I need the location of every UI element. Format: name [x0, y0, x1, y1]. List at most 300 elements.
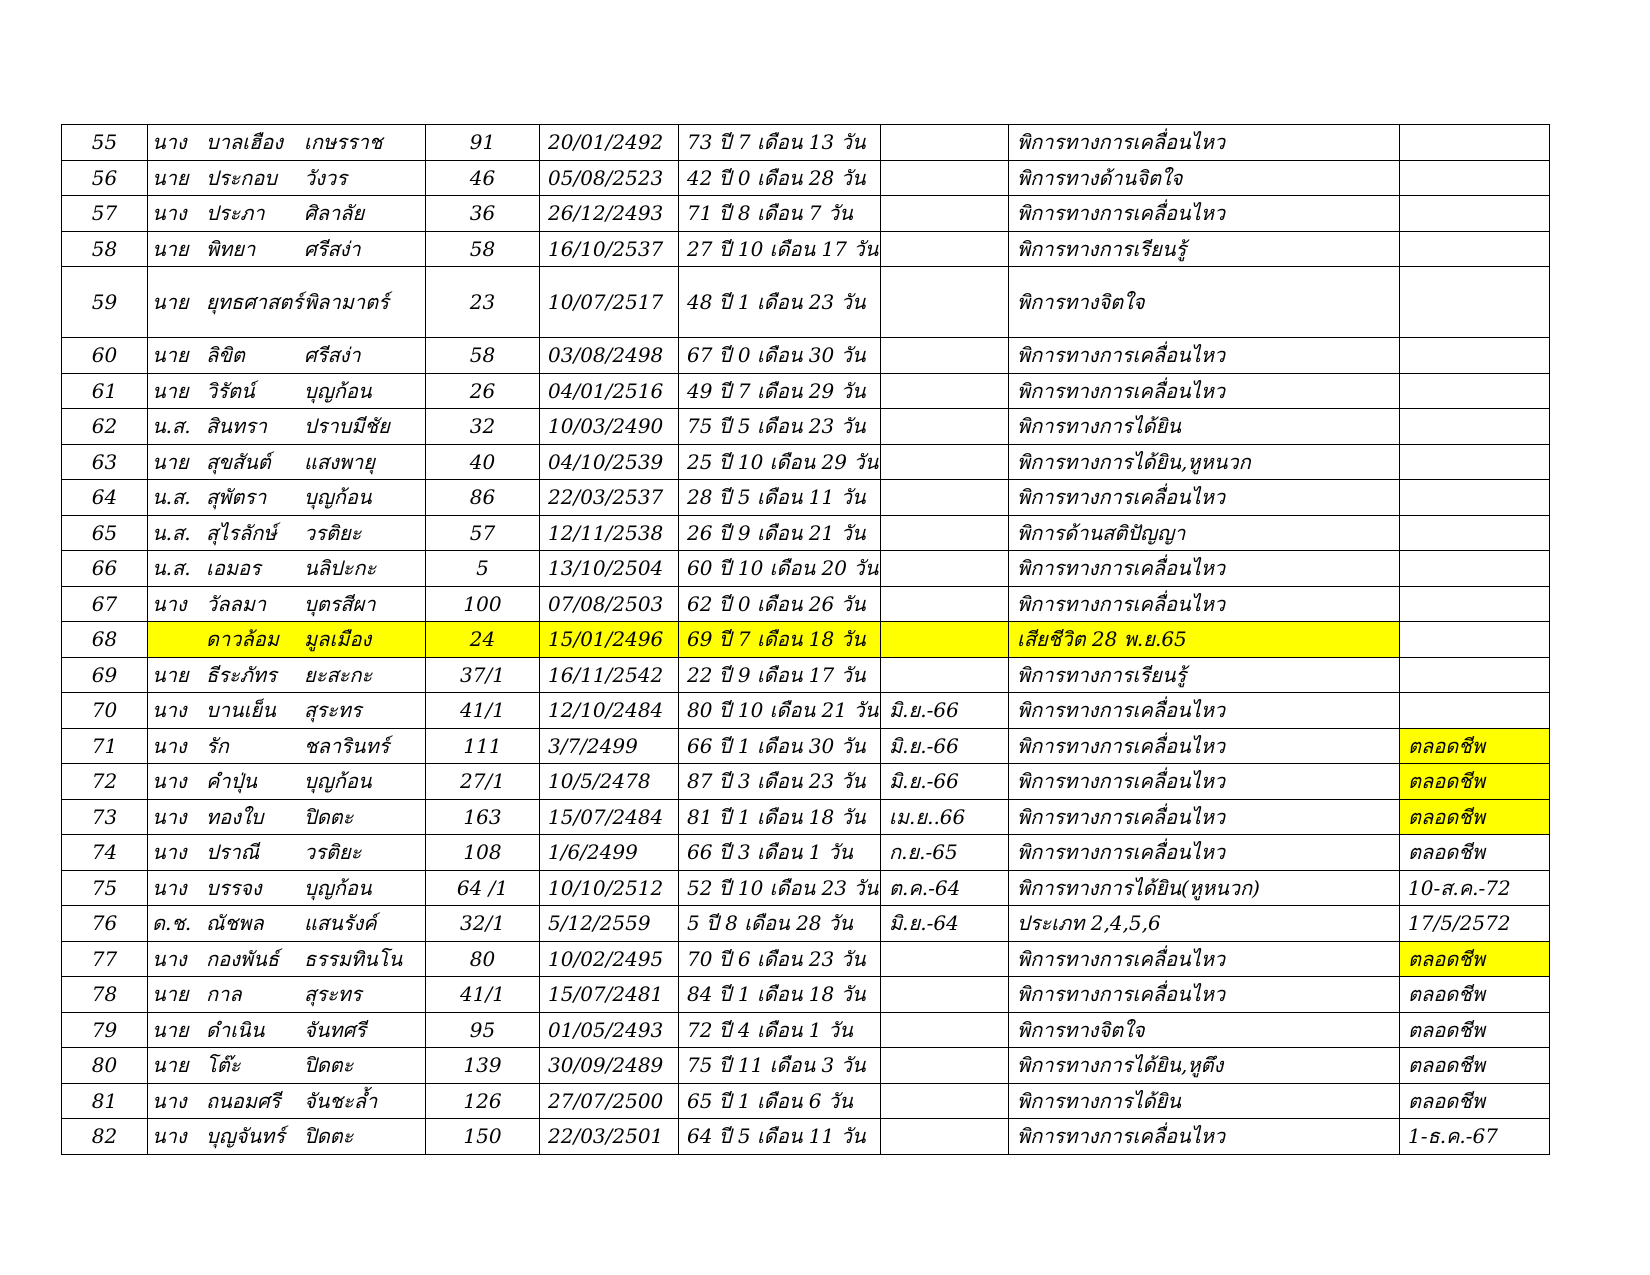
cell-full-name: [148, 338, 426, 374]
cell-number: 73: [62, 799, 148, 835]
cell-card-expiry: [1400, 196, 1550, 232]
cell-card-expiry: ตลอดชีพ: [1400, 799, 1550, 835]
first-name: บานเย็น: [206, 698, 276, 723]
first-name: สุพัตรา: [206, 485, 267, 510]
cell-disability-type: พิการทางการเคลื่อนไหว: [1009, 977, 1400, 1013]
table-row: [62, 657, 1550, 693]
cell-month: ก.ย.-65: [881, 835, 1009, 871]
cell-age: 48 ปี 1 เดือน 23 วัน: [679, 267, 881, 338]
first-name: บรรจง: [206, 875, 262, 900]
first-name: ปราณี: [206, 840, 260, 865]
cell-age: 5 ปี 8 เดือน 28 วัน: [679, 906, 881, 942]
table-row: [62, 1012, 1550, 1048]
cell-full-name: [148, 728, 426, 764]
first-name: โต๊ะ: [206, 1053, 241, 1078]
last-name: จันชะล้ำ: [304, 1088, 378, 1113]
cell-house-number: 86: [426, 480, 540, 516]
cell-age: 75 ปี 11 เดือน 3 วัน: [679, 1048, 881, 1084]
name-prefix: นาย: [152, 236, 189, 261]
name-prefix: น.ส.: [152, 414, 191, 439]
last-name: บุญก้อน: [304, 485, 372, 510]
cell-card-expiry: ตลอดชีพ: [1400, 1012, 1550, 1048]
name-prefix: นาย: [152, 449, 189, 474]
first-name: วัลลมา: [206, 591, 267, 616]
cell-card-expiry: [1400, 444, 1550, 480]
cell-card-expiry: ตลอดชีพ: [1400, 977, 1550, 1013]
cell-age: 69 ปี 7 เดือน 18 วัน: [679, 622, 881, 658]
first-name: ทองใบ: [206, 804, 264, 829]
cell-disability-type: พิการด้านสติปัญญา: [1009, 515, 1400, 551]
cell-month: มิ.ย.-64: [881, 906, 1009, 942]
cell-birth-date: 22/03/2501: [540, 1119, 679, 1155]
table-row: [62, 835, 1550, 871]
name-prefix: นาง: [152, 875, 187, 900]
first-name: คำปุ่น: [206, 769, 257, 794]
cell-card-expiry: 17/5/2572: [1400, 906, 1550, 942]
table-row: [62, 799, 1550, 835]
cell-age: 62 ปี 0 เดือน 26 วัน: [679, 586, 881, 622]
last-name: ศิลาลัย: [304, 201, 365, 226]
cell-full-name: [148, 267, 426, 338]
cell-house-number: 139: [426, 1048, 540, 1084]
last-name: ยะสะกะ: [304, 662, 373, 687]
name-prefix: ด.ช.: [152, 911, 192, 936]
name-prefix: น.ส.: [152, 485, 191, 510]
last-name: ปิดตะ: [304, 804, 354, 829]
cell-disability-type: พิการทางการได้ยิน(หูหนวก): [1009, 870, 1400, 906]
cell-house-number: 41/1: [426, 693, 540, 729]
cell-full-name: [148, 835, 426, 871]
cell-age: 70 ปี 6 เดือน 23 วัน: [679, 941, 881, 977]
first-name: ดาวล้อม: [206, 627, 279, 652]
table-row: [62, 160, 1550, 196]
cell-disability-type: พิการทางการเคลื่อนไหว: [1009, 586, 1400, 622]
cell-full-name: [148, 196, 426, 232]
cell-disability-type: พิการทางการเคลื่อนไหว: [1009, 835, 1400, 871]
cell-birth-date: 10/5/2478: [540, 764, 679, 800]
cell-month: [881, 622, 1009, 658]
first-name: วิรัตน์: [206, 378, 255, 403]
cell-age: 26 ปี 9 เดือน 21 วัน: [679, 515, 881, 551]
name-prefix: นาง: [152, 946, 187, 971]
cell-disability-type: พิการทางการเคลื่อนไหว: [1009, 764, 1400, 800]
first-name: บุญจันทร์: [206, 1124, 286, 1149]
cell-card-expiry: [1400, 622, 1550, 658]
cell-full-name: [148, 977, 426, 1013]
first-name: ลิขิต: [206, 343, 245, 368]
cell-full-name: [148, 515, 426, 551]
cell-disability-type: พิการทางการเคลื่อนไหว: [1009, 125, 1400, 161]
last-name: ปิดตะ: [304, 1053, 354, 1078]
first-name: บาลเฮือง: [206, 130, 284, 155]
cell-birth-date: 10/10/2512: [540, 870, 679, 906]
cell-number: 58: [62, 231, 148, 267]
name-prefix: น.ส.: [152, 556, 191, 581]
cell-house-number: 95: [426, 1012, 540, 1048]
cell-full-name: [148, 373, 426, 409]
table-row: [62, 941, 1550, 977]
cell-house-number: 46: [426, 160, 540, 196]
table-row: [62, 977, 1550, 1013]
first-name: เอมอร: [206, 556, 261, 581]
cell-number: 61: [62, 373, 148, 409]
cell-disability-type: พิการทางการได้ยิน,หูตึง: [1009, 1048, 1400, 1084]
cell-full-name: [148, 551, 426, 587]
cell-house-number: 126: [426, 1083, 540, 1119]
last-name: นลิปะกะ: [304, 556, 377, 581]
first-name: ยุทธศาสตร์: [206, 290, 303, 314]
disability-registry-table: [61, 124, 1550, 1155]
cell-birth-date: 12/10/2484: [540, 693, 679, 729]
cell-card-expiry: [1400, 586, 1550, 622]
cell-full-name: [148, 693, 426, 729]
cell-full-name: [148, 870, 426, 906]
cell-full-name: [148, 1048, 426, 1084]
cell-full-name: [148, 160, 426, 196]
last-name: ปราบมีชัย: [304, 414, 390, 439]
cell-disability-type: ประเภท 2,4,5,6: [1009, 906, 1400, 942]
cell-age: 84 ปี 1 เดือน 18 วัน: [679, 977, 881, 1013]
cell-age: 42 ปี 0 เดือน 28 วัน: [679, 160, 881, 196]
cell-house-number: 57: [426, 515, 540, 551]
cell-card-expiry: [1400, 515, 1550, 551]
cell-full-name: [148, 1119, 426, 1155]
cell-age: 75 ปี 5 เดือน 23 วัน: [679, 409, 881, 445]
cell-house-number: 24: [426, 622, 540, 658]
table-row: [62, 622, 1550, 658]
cell-number: 74: [62, 835, 148, 871]
cell-month: [881, 586, 1009, 622]
cell-birth-date: 10/03/2490: [540, 409, 679, 445]
cell-age: 52 ปี 10 เดือน 23 วัน: [679, 870, 881, 906]
cell-birth-date: 04/01/2516: [540, 373, 679, 409]
cell-month: เม.ย..66: [881, 799, 1009, 835]
cell-number: 55: [62, 125, 148, 161]
cell-full-name: [148, 799, 426, 835]
cell-age: 66 ปี 3 เดือน 1 วัน: [679, 835, 881, 871]
name-prefix: น.ส.: [152, 520, 191, 545]
cell-full-name: [148, 764, 426, 800]
cell-number: 80: [62, 1048, 148, 1084]
last-name: เกษรราช: [304, 130, 383, 155]
cell-birth-date: 20/01/2492: [540, 125, 679, 161]
cell-number: 66: [62, 551, 148, 587]
name-prefix: นาย: [152, 290, 189, 314]
table-row: [62, 906, 1550, 942]
cell-disability-type: พิการทางการเคลื่อนไหว: [1009, 338, 1400, 374]
cell-number: 59: [62, 267, 148, 338]
cell-month: [881, 160, 1009, 196]
cell-house-number: 163: [426, 799, 540, 835]
cell-card-expiry: ตลอดชีพ: [1400, 1083, 1550, 1119]
first-name: ถนอมศรี: [206, 1088, 281, 1113]
cell-month: [881, 196, 1009, 232]
cell-birth-date: 30/09/2489: [540, 1048, 679, 1084]
cell-disability-type: พิการทางการได้ยิน: [1009, 409, 1400, 445]
last-name: วรติยะ: [304, 520, 362, 545]
cell-birth-date: 16/11/2542: [540, 657, 679, 693]
table-row: [62, 409, 1550, 445]
cell-month: [881, 373, 1009, 409]
cell-number: 76: [62, 906, 148, 942]
cell-full-name: [148, 409, 426, 445]
table-row: [62, 267, 1550, 338]
cell-card-expiry: [1400, 409, 1550, 445]
cell-month: [881, 1119, 1009, 1155]
cell-age: 22 ปี 9 เดือน 17 วัน: [679, 657, 881, 693]
cell-number: 65: [62, 515, 148, 551]
table-row: [62, 764, 1550, 800]
cell-age: 80 ปี 10 เดือน 21 วัน: [679, 693, 881, 729]
cell-card-expiry: 10-ส.ค.-72: [1400, 870, 1550, 906]
cell-full-name: [148, 1012, 426, 1048]
table-row: [62, 1048, 1550, 1084]
cell-number: 71: [62, 728, 148, 764]
cell-disability-type: พิการทางการได้ยิน: [1009, 1083, 1400, 1119]
cell-card-expiry: ตลอดชีพ: [1400, 835, 1550, 871]
cell-full-name: [148, 480, 426, 516]
cell-card-expiry: [1400, 693, 1550, 729]
cell-month: มิ.ย.-66: [881, 728, 1009, 764]
cell-age: 49 ปี 7 เดือน 29 วัน: [679, 373, 881, 409]
cell-card-expiry: [1400, 373, 1550, 409]
first-name: ดำเนิน: [206, 1017, 265, 1042]
first-name: ณัชพล: [206, 911, 264, 936]
cell-month: [881, 1048, 1009, 1084]
name-prefix: นาย: [152, 343, 189, 368]
cell-birth-date: 1/6/2499: [540, 835, 679, 871]
cell-month: [881, 977, 1009, 1013]
last-name: ปิดตะ: [304, 1124, 354, 1149]
table-row: [62, 196, 1550, 232]
cell-number: 75: [62, 870, 148, 906]
last-name: บุญก้อน: [304, 875, 372, 900]
first-name: ประกอบ: [206, 165, 277, 190]
cell-disability-type: พิการทางการเคลื่อนไหว: [1009, 373, 1400, 409]
cell-month: มิ.ย.-66: [881, 693, 1009, 729]
cell-house-number: 41/1: [426, 977, 540, 1013]
cell-month: [881, 267, 1009, 338]
cell-month: [881, 551, 1009, 587]
cell-age: 73 ปี 7 เดือน 13 วัน: [679, 125, 881, 161]
cell-disability-type: พิการทางด้านจิตใจ: [1009, 160, 1400, 196]
cell-age: 27 ปี 10 เดือน 17 วัน: [679, 231, 881, 267]
name-prefix: นาง: [152, 130, 187, 155]
cell-age: 60 ปี 10 เดือน 20 วัน: [679, 551, 881, 587]
cell-birth-date: 12/11/2538: [540, 515, 679, 551]
cell-number: 72: [62, 764, 148, 800]
cell-house-number: 111: [426, 728, 540, 764]
cell-card-expiry: ตลอดชีพ: [1400, 764, 1550, 800]
cell-house-number: 64 /1: [426, 870, 540, 906]
cell-house-number: 80: [426, 941, 540, 977]
table-row: [62, 551, 1550, 587]
first-name: กาล: [206, 982, 242, 1007]
cell-disability-type: พิการทางการเคลื่อนไหว: [1009, 551, 1400, 587]
cell-month: [881, 338, 1009, 374]
cell-house-number: 26: [426, 373, 540, 409]
cell-month: ต.ค.-64: [881, 870, 1009, 906]
cell-card-expiry: [1400, 551, 1550, 587]
cell-card-expiry: ตลอดชีพ: [1400, 728, 1550, 764]
cell-disability-type: พิการทางการเคลื่อนไหว: [1009, 196, 1400, 232]
table-row: [62, 1119, 1550, 1155]
last-name: บุตรสีผา: [304, 591, 376, 616]
last-name: ศรีสง่า: [304, 343, 361, 368]
cell-house-number: 91: [426, 125, 540, 161]
table-row: [62, 728, 1550, 764]
name-prefix: นาง: [152, 698, 187, 723]
cell-month: [881, 657, 1009, 693]
first-name: กองพันธ์: [206, 946, 279, 971]
cell-full-name: [148, 1083, 426, 1119]
cell-full-name: [148, 586, 426, 622]
cell-birth-date: 27/07/2500: [540, 1083, 679, 1119]
cell-age: 72 ปี 4 เดือน 1 วัน: [679, 1012, 881, 1048]
first-name: รัก: [206, 733, 229, 758]
last-name: บุญก้อน: [304, 769, 372, 794]
last-name: ธรรมทินโน: [304, 946, 403, 971]
cell-house-number: 150: [426, 1119, 540, 1155]
cell-birth-date: 15/01/2496: [540, 622, 679, 658]
cell-disability-type: เสียชีวิต 28 พ.ย.65: [1009, 622, 1400, 658]
cell-card-expiry: [1400, 160, 1550, 196]
cell-number: 64: [62, 480, 148, 516]
table-row: [62, 870, 1550, 906]
cell-house-number: 32/1: [426, 906, 540, 942]
cell-disability-type: พิการทางการเคลื่อนไหว: [1009, 1119, 1400, 1155]
cell-full-name: [148, 444, 426, 480]
name-prefix: นาย: [152, 662, 189, 687]
name-prefix: นาย: [152, 1053, 189, 1078]
cell-birth-date: 01/05/2493: [540, 1012, 679, 1048]
cell-house-number: 37/1: [426, 657, 540, 693]
cell-disability-type: พิการทางการเรียนรู้: [1009, 657, 1400, 693]
name-prefix: นาย: [152, 165, 189, 190]
cell-house-number: 58: [426, 231, 540, 267]
cell-birth-date: 10/07/2517: [540, 267, 679, 338]
table-row: [62, 515, 1550, 551]
cell-house-number: 58: [426, 338, 540, 374]
name-prefix: นาง: [152, 733, 187, 758]
cell-birth-date: 03/08/2498: [540, 338, 679, 374]
cell-card-expiry: 1-ธ.ค.-67: [1400, 1119, 1550, 1155]
cell-birth-date: 16/10/2537: [540, 231, 679, 267]
cell-number: 62: [62, 409, 148, 445]
cell-full-name: [148, 231, 426, 267]
cell-birth-date: 07/08/2503: [540, 586, 679, 622]
cell-disability-type: พิการทางการเรียนรู้: [1009, 231, 1400, 267]
cell-number: 68: [62, 622, 148, 658]
cell-house-number: 27/1: [426, 764, 540, 800]
name-prefix: นาย: [152, 982, 189, 1007]
cell-house-number: 23: [426, 267, 540, 338]
cell-age: 28 ปี 5 เดือน 11 วัน: [679, 480, 881, 516]
cell-month: [881, 941, 1009, 977]
cell-card-expiry: [1400, 125, 1550, 161]
cell-number: 81: [62, 1083, 148, 1119]
cell-full-name: [148, 941, 426, 977]
name-prefix: นาง: [152, 804, 187, 829]
last-name: สุระทร: [304, 982, 362, 1007]
cell-disability-type: พิการทางการเคลื่อนไหว: [1009, 728, 1400, 764]
last-name: แสงพายุ: [304, 449, 375, 474]
first-name: สินทรา: [206, 414, 268, 439]
cell-house-number: 32: [426, 409, 540, 445]
cell-number: 82: [62, 1119, 148, 1155]
last-name: ชลารินทร์: [304, 733, 390, 758]
name-prefix: นาง: [152, 201, 187, 226]
cell-number: 63: [62, 444, 148, 480]
cell-birth-date: 10/02/2495: [540, 941, 679, 977]
name-prefix: นาย: [152, 1017, 189, 1042]
cell-number: 69: [62, 657, 148, 693]
cell-full-name: [148, 622, 426, 658]
cell-number: 57: [62, 196, 148, 232]
cell-age: 66 ปี 1 เดือน 30 วัน: [679, 728, 881, 764]
last-name: วังวร: [304, 165, 347, 190]
cell-birth-date: 13/10/2504: [540, 551, 679, 587]
cell-age: 71 ปี 8 เดือน 7 วัน: [679, 196, 881, 232]
table-row: [62, 1083, 1550, 1119]
cell-house-number: 36: [426, 196, 540, 232]
cell-full-name: [148, 906, 426, 942]
cell-birth-date: 22/03/2537: [540, 480, 679, 516]
cell-month: [881, 1012, 1009, 1048]
cell-number: 56: [62, 160, 148, 196]
cell-disability-type: พิการทางการเคลื่อนไหว: [1009, 941, 1400, 977]
cell-house-number: 108: [426, 835, 540, 871]
cell-month: [881, 1083, 1009, 1119]
first-name: ธีระภัทร: [206, 662, 277, 687]
cell-birth-date: 04/10/2539: [540, 444, 679, 480]
cell-birth-date: 3/7/2499: [540, 728, 679, 764]
cell-month: [881, 409, 1009, 445]
cell-card-expiry: [1400, 231, 1550, 267]
last-name: มูลเมือง: [304, 627, 372, 652]
table-row: [62, 338, 1550, 374]
cell-disability-type: พิการทางการเคลื่อนไหว: [1009, 480, 1400, 516]
last-name: พิลามาตร์: [304, 290, 389, 314]
cell-card-expiry: ตลอดชีพ: [1400, 941, 1550, 977]
cell-card-expiry: [1400, 338, 1550, 374]
cell-card-expiry: ตลอดชีพ: [1400, 1048, 1550, 1084]
cell-month: [881, 125, 1009, 161]
cell-number: 79: [62, 1012, 148, 1048]
cell-house-number: 40: [426, 444, 540, 480]
cell-disability-type: พิการทางการเคลื่อนไหว: [1009, 693, 1400, 729]
cell-disability-type: พิการทางการได้ยิน,หูหนวก: [1009, 444, 1400, 480]
cell-month: [881, 480, 1009, 516]
last-name: ศรีสง่า: [304, 236, 361, 261]
cell-birth-date: 15/07/2481: [540, 977, 679, 1013]
cell-age: 64 ปี 5 เดือน 11 วัน: [679, 1119, 881, 1155]
first-name: พิทยา: [206, 236, 256, 261]
cell-number: 60: [62, 338, 148, 374]
last-name: แสนรังค์: [304, 911, 377, 936]
cell-age: 65 ปี 1 เดือน 6 วัน: [679, 1083, 881, 1119]
cell-house-number: 100: [426, 586, 540, 622]
last-name: วรติยะ: [304, 840, 362, 865]
cell-full-name: [148, 657, 426, 693]
cell-birth-date: 15/07/2484: [540, 799, 679, 835]
cell-card-expiry: [1400, 480, 1550, 516]
table-row: [62, 373, 1550, 409]
last-name: บุญก้อน: [304, 378, 372, 403]
last-name: สุระทร: [304, 698, 362, 723]
cell-disability-type: พิการทางจิตใจ: [1009, 1012, 1400, 1048]
table-row: [62, 693, 1550, 729]
